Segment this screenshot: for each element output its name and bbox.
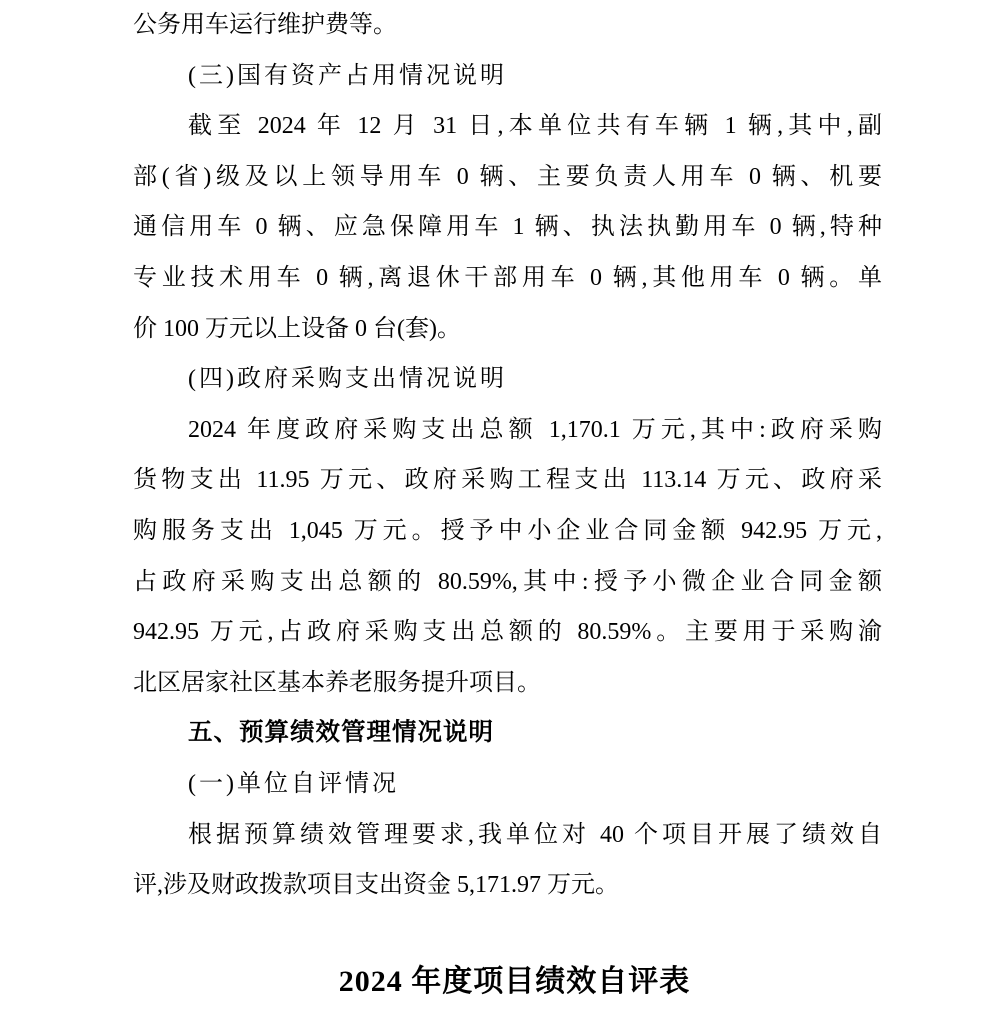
text-line: 北区居家社区基本养老服务提升项目。 [133, 669, 541, 696]
heading-budget-performance [133, 708, 882, 759]
text-line: 货物支出 11.95 万元、政府采购工程支出 113.14 万元、政府采 [133, 467, 882, 494]
text-line: 五、预算绩效管理情况说明 [188, 719, 494, 747]
paragraph-state-assets [133, 101, 882, 354]
text-line: 公务用车运行维护费等。 [133, 12, 397, 38]
text-line: 942.95 万元,占政府采购支出总额的 80.59%。主要用于采购渝 [133, 619, 882, 646]
text-line: 部(省)级及以上领导用车 0 辆、主要负责人用车 0 辆、机要 [133, 163, 882, 190]
text-line: 评,涉及财政拨款项目支出资金 5,171.97 万元。 [133, 872, 619, 899]
text-line: (一)单位自评情况 [188, 770, 399, 797]
text-line: 专业技术用车 0 辆,离退休干部用车 0 辆,其他用车 0 辆。单 [133, 264, 882, 291]
text-line: 占政府采购支出总额的 80.59%,其中:授予小微企业合同金额 [133, 568, 882, 595]
text-line: 根据预算绩效管理要求,我单位对 40 个项目开展了绩效自 [188, 821, 882, 848]
heading-state-assets [133, 51, 882, 102]
text-line: 截至 2024 年 12 月 31 日,本单位共有车辆 1 辆,其中,副 [188, 113, 882, 140]
paragraph-gov-procurement [133, 405, 882, 709]
heading-self-evaluation [133, 759, 882, 810]
paragraph-continuation [133, 0, 882, 51]
heading-gov-procurement [133, 354, 882, 405]
text-line: 价 100 万元以上设备 0 台(套)。 [133, 315, 461, 342]
text-line: (四)政府采购支出情况说明 [188, 366, 507, 393]
text-line: 2024 年度政府采购支出总额 1,170.1 万元,其中:政府采购 [188, 416, 882, 443]
text-line: 通信用车 0 辆、应急保障用车 1 辆、执法执勤用车 0 辆,特种 [133, 214, 882, 241]
document-content [133, 0, 882, 1007]
table-title-2024-performance [133, 957, 882, 1008]
text-line: (三)国有资产占用情况说明 [188, 62, 507, 89]
paragraph-self-evaluation [133, 810, 882, 911]
text-line: 2024 年度项目绩效自评表 [338, 964, 691, 998]
text-line: 购服务支出 1,045 万元。授予中小企业合同金额 942.95 万元, [133, 517, 882, 544]
